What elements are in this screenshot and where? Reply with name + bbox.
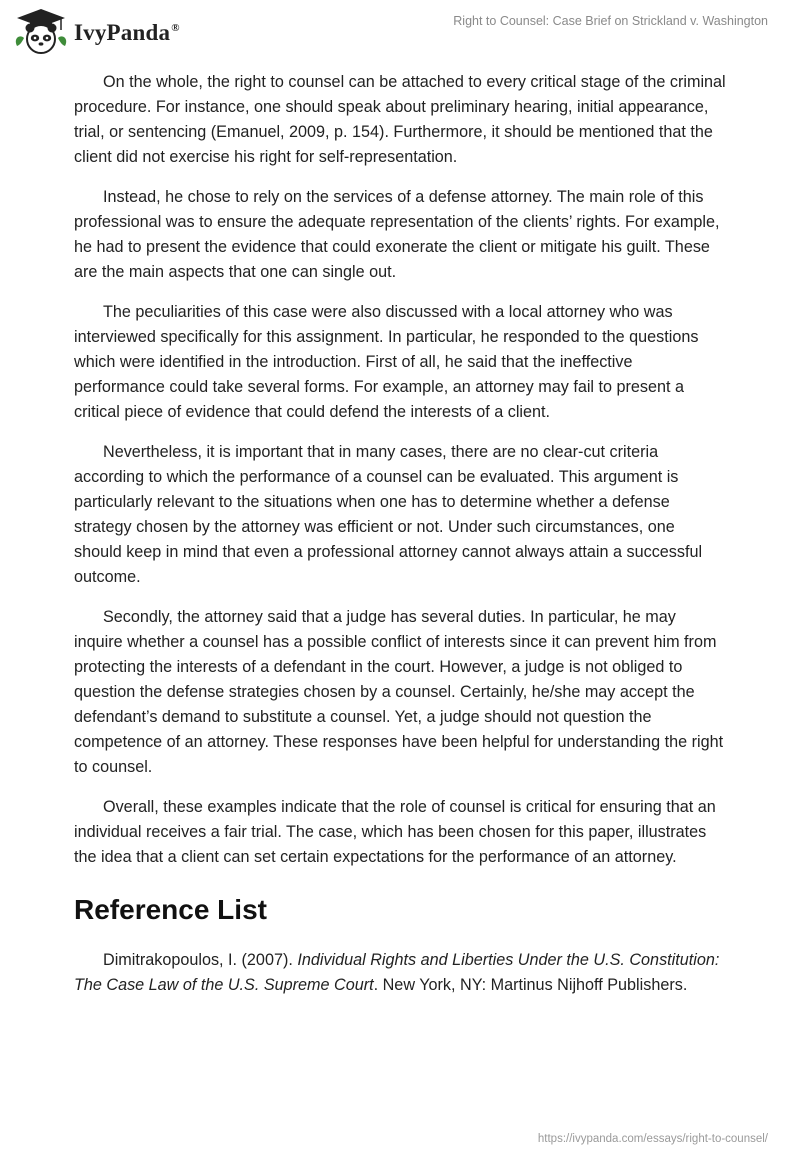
- essay-body: [74, 70, 726, 998]
- paragraph: The peculiarities of this case were also discussed with a local attorney who was interviewed specifically for this assignment. In particular, he responded to the questions which were identified in the introduction. First of all, he said that the ineffective performance could take several forms. For example, an attorney may fail to present a critical piece of evidence that could defend the interests of a client.: [74, 303, 699, 421]
- paragraph: Instead, he chose to rely on the services of a defense attorney. The main role of this professional was to ensure the adequate representation of the clients’ rights. For example, he had to present the evidence that could exonerate the client or mitigate his guilt. These are the main aspects that one can single out.: [74, 188, 720, 281]
- reference-publisher: . New York, NY: Martinus Nijhoff Publishers.: [373, 976, 688, 994]
- footer-url[interactable]: https://ivypanda.com/essays/right-to-counsel/: [537, 1133, 768, 1145]
- page-header: [0, 0, 800, 60]
- ivypanda-logo[interactable]: [14, 8, 180, 54]
- reference-title: Individual Rights and Liberties Under the U.S. Constitution: The Case Law of the U.S. Supreme Court: [74, 951, 720, 994]
- paragraph: On the whole, the right to counsel can be attached to every critical stage of the criminal procedure. For instance, one should speak about preliminary hearing, initial appearance, trial, or sentencing (Emanuel, 2009, p. 154). Furthermore, it should be mentioned that the client did not exercise his right for self-representation.: [74, 73, 726, 166]
- reference-authors: Dimitrakopoulos, I. (2007).: [103, 951, 298, 969]
- paragraph: Nevertheless, it is important that in many cases, there are no clear-cut criteria according to which the performance of a counsel can be evaluated. This argument is particularly relevant to the situations when one has to determine whether a defense strategy chosen by the attorney was efficient or not. Under such circumstances, one should keep in mind that even a professional attorney cannot always attain a successful outcome.: [74, 443, 703, 586]
- paragraph: Secondly, the attorney said that a judge has several duties. In particular, he may inquire whether a counsel has a possible conflict of interests since it can prevent him from protecting the interests of a defendant in the court. However, a judge is not obliged to question the defense strategies chosen by a counsel. Certainly, he/she may accept the defendant’s demand to substitute a counsel. Yet, a judge should not question the competence of an attorney. These responses have been helpful for understanding the right to counsel.: [74, 608, 724, 776]
- registered-mark: ®: [171, 22, 180, 35]
- brand-name: IvyPanda®: [74, 20, 180, 45]
- panda-graduate-icon: [14, 8, 68, 54]
- reference-list-heading: Reference List: [74, 894, 267, 925]
- document-title: Right to Counsel: Case Brief on Strickland v. Washington: [453, 14, 768, 28]
- reference-entry: [74, 948, 726, 998]
- paragraph: Overall, these examples indicate that the role of counsel is critical for ensuring that an individual receives a fair trial. The case, which has been chosen for this paper, illustrates the idea that a client can set certain expectations for the performance of an attorney.: [74, 798, 716, 866]
